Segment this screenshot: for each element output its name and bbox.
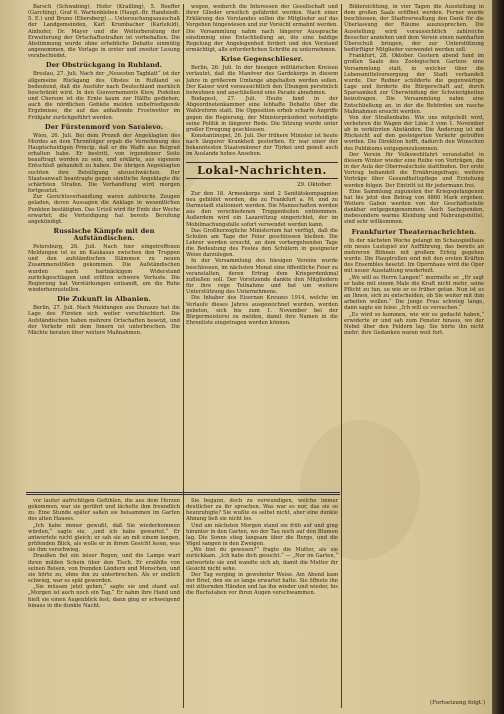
column-divider <box>183 4 184 708</box>
paragraph: Konstantinopel, 26. Juli. Der frühere Minister ist heute nach längerer Krankheit gestorben. Er war einer der bekanntesten Staatsmänner der Türkei und genoß auch im Auslande hohes Ansehen. <box>186 132 338 158</box>
paragraph: Der Verein für Volkswohlfahrt veranstaltet in diesem Winter wieder eine Reihe von Vorträgen, die in der Aula der Oberrealschule stattfinden. Der erste Vortrag behandelt die Ernährungsfrage; weitere Vorträge über Gesundheitspflege und Erziehung werden folgen. Der Eintritt ist für jedermann frei. <box>344 151 484 189</box>
paragraph: Barsch (Schwabing), Hofer (Krailling), 5. Boeffer (Garching), Graf 6. Wartenbleben (Haupt.-Br. Handsiedt: 5. E.) und Bruno (Ebersberg) ... Untersuchungsausschuß der Landgemeinden, Karl Krumbacher (Karlsfeld), Ainhofer, Dr. Mayer und die Weiterberatung der Erweiterung der Ortschaftsstraßen ist vorbehalten. Die Abstimmung wurde ohne erhebliche Debatte einmütig angenommen, die Vorlage in erster und zweiter Lesung verabschiedet. <box>28 4 180 60</box>
article-heading: Krise Gegenschlieser. <box>220 55 304 64</box>
paragraph: Der Tag verging in gewohnter Weise. Am Abend kam der Brief, den sie so lange erwartet hatte. Sie öffnete ihn mit zitternden Händen und las ihn wieder und wieder, bis die Buchstaben vor ihren Augen verschwammen. <box>186 571 338 597</box>
article-heading: Frankfurter Theaternachrichten. <box>351 227 477 236</box>
paragraph: Draußen fiel ein leiser Regen, und die Lampe warf ihren milden Schein über den Tisch. Er erzählte von seinen Reisen, von fremden Ländern und Menschen, und sie hörte zu, ohne ihn zu unterbrechen. Als er endlich schwieg, war es spät geworden. <box>28 553 180 585</box>
section-date: 29. Oktober. <box>297 181 332 188</box>
paragraph: „Wo bist du gewesen?“ fragte die Mutter, als sie zurückkam. „Ich habe dich gesucht.“ — „Nur im Garten,“ antwortete sie und wandte sich ab, damit die Mutter ihr Gesicht nicht sehe. <box>186 547 338 572</box>
paragraph: Bildersichtung, in vier Tagen die Ausstellung in dem großen Saale eröffnet werden. Ferner wurde beschlossen, der Stadtverwaltung den Dank für die Überlassung der Räume auszusprechen. Die Ausstellung wird voraussichtlich zahlreiche Besucher anziehen und dem Verein einen namhaften Überschuß bringen, der zur Unterstützung bedürftiger Mitglieder verwendet werden soll. <box>344 4 484 54</box>
paragraph: Eine Sammlung zugunsten der Kriegsgefangenen hat bis jetzt den Betrag von 4860 Mark ergeben. Weitere Gaben werden von der Geschäftsstelle dankbar entgegengenommen. Auch Sachspenden, insbesondere warme Kleidung und Nahrungsmittel, sind sehr willkommen. <box>344 188 484 226</box>
paragraph: Berlin, 26. Juli. In der hiesigen militärischen Kreisen verlautet, daß die Manöver des Gardekorps in diesem Jahre in größerem Umfange abgehalten werden sollen. Der Kaiser wird voraussichtlich den Übungen persönlich beiwohnen und anschließend eine Parade abnehmen. <box>186 65 338 96</box>
paragraph: „Ich habe immer gewußt, daß Sie wiederkommen würden,“ sagte sie, „und ich habe gewartet.“ Er antwortete nicht gleich; er sah sie an mit einem langen, prüfenden Blick, als wolle er in ihrem Gesicht lesen, was sie ihm verschwieg. <box>28 522 180 554</box>
feuilleton-column-1 <box>28 498 180 708</box>
paragraph: In der nächsten Woche gelangt im Schauspielhaus ein neues Lustspiel zur Aufführung, das bereits an mehreren Bühnen mit großem Erfolg gegeben wurde. Die Hauptrollen sind mit den ersten Kräften des Ensembles besetzt. Im Opernhaus wird die Oper mit neuer Ausstattung wiederholt. <box>344 237 484 275</box>
feuilleton-divider <box>26 492 340 493</box>
feuilleton-column-2 <box>186 498 338 708</box>
paragraph: Budapest, 27. Juli. Heute fand in der Abgeordnetenkammer eine lebhafte Debatte über die Wahlreform statt. Die Opposition erhob scharfe Angriffe gegen die Regierung, der Ministerpräsident verteidigte seine Politik in längerer Rede. Die Sitzung wurde unter großer Erregung geschlossen. <box>186 96 338 133</box>
feuilleton-divider <box>26 494 340 495</box>
column-divider <box>341 4 342 708</box>
column-1 <box>28 4 180 490</box>
column-3 <box>344 4 484 706</box>
paragraph: Petersburg, 26. Juli. Nach hier eingetroffenen Meldungen ist es im Kaukasus zwischen den Truppen und den aufständischen Stämmen zu neuen Zusammenstößen gekommen. Die Aufständischen wurden nach hartnäckigem Widerstand zurückgeschlagen und erlitten schwere Verluste. Die Regierung hat Verstärkungen entsandt, um die Ruhe wiederherzustellen. <box>28 244 180 294</box>
paragraph: Die Inhaber des Eisernen Kreuzes 1914, welche im Verlaufe dieses Jahres ausgezeichnet wurden, werden gebeten, sich bis zum 1. November bei der Bürgermeisterei zu melden, damit ihre Namen in die Ehrenliste eingetragen werden können. <box>186 295 338 327</box>
paragraph: Sie begann, doch zu verwundigen, welche immer deutlicher zu ihr sprachen. Was war es nur, das sie so beunruhigte? Sie wußte es selbst nicht, aber eine dunkle Ahnung ließ sie nicht los. <box>186 498 338 523</box>
article-heading: Russische Kämpfe mit den Aufständischen. <box>53 227 155 242</box>
article-heading: Der Obstrückgang in Ruhland. <box>45 61 163 70</box>
paragraph: „Sie müssen jetzt gehen,“ sagte sie und stand auf. „Morgen ist auch noch ein Tag.“ Er nahm ihre Hand und hielt sie einen Augenblick fest; dann ging er schweigend hinaus in die dunkle Nacht. <box>28 584 180 609</box>
paragraph: Berlin, 27. Juli. Nach Meldungen aus Durazzo hat die Lage des Fürsten sich weiter verschlechtert. Die Aufständischen haben mehrere Ortschaften besetzt, und der Verkehr mit dem Innern ist unterbrochen. Die Mächte beraten über weitere Maßnahmen. <box>28 305 180 336</box>
paragraph: Wien, 26. Juli. Bei dem Prozeß der Angeklagten des Mordes an dem Thronfolger ergab die Vernehmung des Hauptschuldigen Princip, daß er die Waffe aus Belgrad erhalten habe. Er bestritt, von irgendeiner Seite beauftragt worden zu sein, und erklärte, aus eigenem Entschluß gehandelt zu haben. Die übrigen Angeklagten suchten ihre Beteiligung abzuschwächen. Der Staatsanwalt beantragte gegen sämtliche Angeklagte die schärfsten Strafen. Die Verhandlung wird morgen fortgesetzt. <box>28 132 180 195</box>
paragraph: In der Versammlung des hiesigen Vereins wurde beschlossen, im nächsten Monat eine öffentliche Feier zu veranstalten, deren Ertrag dem Kriegerdenkmal zufließen soll. Der Vorsitzende dankte den Mitgliedern für ihre rege Teilnahme und bat um weitere Unterstützung des Unternehmens. <box>186 258 338 296</box>
section-heading: Lokal-Nachrichten. <box>186 162 338 179</box>
paragraph: vor lauter aufrichtigen Gefühlen, die aus dem Herzen gekommen, war sie gerührt und lächelte ihm freundlich zu. Eine Stunde später saßen sie beisammen im Garten des alten Hauses. <box>28 498 180 523</box>
article-heading: Die Zukunft in Albanien. <box>57 295 151 304</box>
paragraph: Das Großherzogliche Ministerium hat verfügt, daß die Schulen am Tage der Feier geschlossen bleiben. Die Lehrer werden ersucht, an dem vorhergehenden Tage die Bedeutung des Festes den Schülern in geeigneter Weise darzulegen. <box>186 227 338 259</box>
paragraph: Von der Straßenbahn. Wie uns mitgeteilt wird, verkehren die Wagen der Linie 3 vom 1. November ab in verkürzten Abständen. Die Änderung ist mit Rücksicht auf den gesteigerten Verkehr getroffen worden. Die Direktion hofft, dadurch den Wünschen des Publikums entgegenzukommen. <box>344 114 484 152</box>
book-binding <box>492 0 504 714</box>
paragraph: „Es wird so kommen, wie wir es gedacht haben,“ erwiderte er und sah zum Fenster hinaus, wo der Nebel über den Feldern lag. Sie hörte ihn nicht mehr; ihre Gedanken waren weit fort. <box>344 311 484 336</box>
paragraph: Zur Gerichtsverhandlung waren zahlreiche Zeugen geladen, deren Aussagen die Anklage in wesentlichen Punkten bestätigten. Das Urteil wird für Ende der Woche erwartet; die Verteidigung hat bereits Berufung angekündigt. <box>28 194 180 225</box>
paragraph: Breslau, 27. Juli. Nach der „Neuesten Tagblatt“ ist der allgemeine Rückgang des Obstes in Rußland so bedeutend, daß die Ausfuhr nach Deutschland merklich beschränkt wird. In den Gouvernements Kiew, Podolien und Cherson ist die Ernte kaum zur Hälfte gediehen; auch die nördlichen Gebiete melden unbefriedigende Ergebnisse, die auf das anhaltende Frostwetter im Frühjahr zurückgeführt werden. <box>28 71 180 121</box>
paragraph: Und am nächsten Morgen stand sie früh auf und ging hinunter in den Garten, wo der Tau noch auf den Blumen lag. Die Sonne stieg langsam über die Berge, und die Vögel sangen in den Zweigen. <box>186 522 338 548</box>
paragraph: wegen, wodurch die Interessen der Gesellschaft und ihrer Glieder ernstlich gefährdet werden. Nach einer Erklärung des Vorstandes sollen die Mitglieder auf das Vorgehen hingewiesen und zur Vorsicht ermahnt werden. Die Versammlung nahm nach längerer Aussprache einstimmig eine Entschließung an, die eine baldige Regelung der Angelegenheit fordert und den Vorstand ermächtigt, alle erforderlichen Schritte zu unternehmen. <box>186 4 338 54</box>
article-heading: Der Fürstenmord von Saraievo. <box>44 122 164 131</box>
paragraph: Frankfurt, 28. Oktober. Gestern abend fand im großen Saale des Zoologischen Gartens eine Versammlung statt, in welcher über die Lebensmittelversorgung der Stadt verhandelt wurde. Der Redner schilderte die gegenwärtige Lage und forderte die Bürgerschaft auf, durch Sparsamkeit zur Überwindung der Schwierigkeiten beizutragen. Die Versammlung nahm eine Entschließung an, in der die Behörden um rasche Maßnahmen ersucht werden. <box>344 53 484 115</box>
paragraph: Zur den 18. Armeekorps sind 2 Sanitätskompagnien neu gebildet worden, die zu Frankfurt a. M. und zu Darmstadt stationiert werden. Die Mannschaften werden aus den verschiedenen Truppenteilen entnommen. Außerdem wird ein Lazarettzug eingerichtet, der im Mobilmachungsfalle sofort verwendet werden kann. <box>186 190 338 228</box>
column-2 <box>186 4 338 490</box>
continuation-note: (Fortsetzung folgt.) <box>430 700 486 706</box>
paragraph: „Wo will es Herrn Langen!“ murmelte er. „Er sagt er habe mit einem Male die Kraft nicht mehr, seine Pflicht zu tun, so wie er es früher getan. Nun ist es an Ihnen, sich zu entscheiden, ob Sie weiter mit ihm arbeiten wollen.“ Die junge Frau schwieg lange, dann sagte sie leise: „Ich will es versuchen.“ <box>344 274 484 312</box>
